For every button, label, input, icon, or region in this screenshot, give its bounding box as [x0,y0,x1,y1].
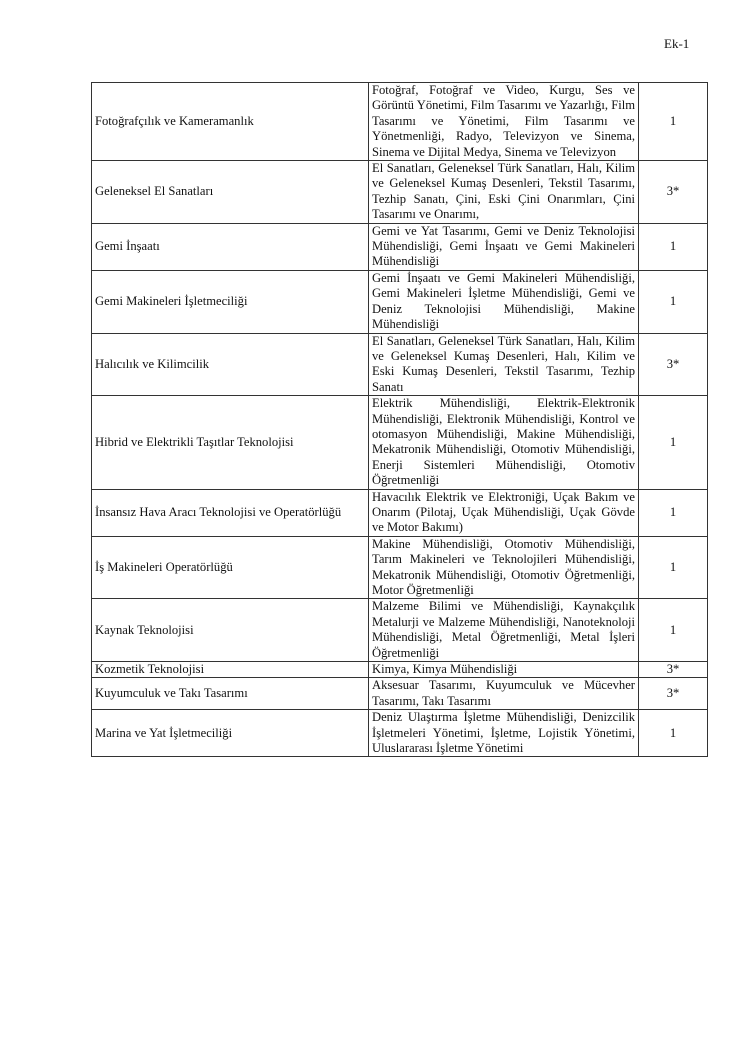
program-name: Gemi Makineleri İşletmeciliği [92,270,369,333]
count-value: 1 [639,536,708,599]
program-name: Halıcılık ve Kilimcilik [92,333,369,396]
program-name: Kuyumculuk ve Takı Tasarımı [92,678,369,710]
qualifying-fields: Malzeme Bilimi ve Mühendisliği, Kaynakçılık Metalurji ve Malzeme Mühendisliği, Nanoteknoloji Mühendisliği, Metal Öğretmenliği, Metal İşleri Öğretmenliği [369,599,639,662]
program-name: Fotoğrafçılık ve Kameramanlık [92,83,369,161]
count-value: 3* [639,678,708,710]
count-value: 1 [639,489,708,536]
table-row [92,678,708,710]
program-name: Marina ve Yat İşletmeciliği [92,710,369,757]
table-row [92,710,708,757]
count-value: 3* [639,662,708,678]
program-name: Kozmetik Teknolojisi [92,662,369,678]
count-value: 1 [639,599,708,662]
qualifying-fields: El Sanatları, Geleneksel Türk Sanatları, Halı, Kilim ve Geleneksel Kumaş Desenleri, Tekstil Tasarımı, Tezhip Sanatı, Çini, Eski Çini Onarımları, Çini Tasarımı ve Onarımı, [369,161,639,224]
table-row [92,223,708,270]
count-value: 1 [639,710,708,757]
table-row [92,83,708,161]
table-row [92,536,708,599]
table-row [92,396,708,489]
program-name: Hibrid ve Elektrikli Taşıtlar Teknolojisi [92,396,369,489]
qualifying-fields: Elektrik Mühendisliği, Elektrik-Elektronik Mühendisliği, Elektronik Mühendisliği, Kontrol ve otomasyon Mühendisliği, Makine Mühendisliği, Mekatronik Mühendisliği, Otomotiv Mühendisliği, Enerji Sistemleri Mühendisliği, Otomotiv Öğretmenliği [369,396,639,489]
count-value: 1 [639,270,708,333]
program-name: Gemi İnşaatı [92,223,369,270]
programs-table [91,82,708,757]
qualifying-fields: Gemi İnşaatı ve Gemi Makineleri Mühendisliği, Gemi Makineleri İşletme Mühendisliği, Gemi ve Deniz Teknolojisi Mühendisliği, Makine Mühendisliği [369,270,639,333]
table-row [92,489,708,536]
qualifying-fields: Gemi ve Yat Tasarımı, Gemi ve Deniz Teknolojisi Mühendisliği, Gemi İnşaatı ve Gemi Makineleri Mühendisliği [369,223,639,270]
table-row [92,599,708,662]
program-name: İnsansız Hava Aracı Teknolojisi ve Operatörlüğü [92,489,369,536]
count-value: 3* [639,333,708,396]
qualifying-fields: Kimya, Kimya Mühendisliği [369,662,639,678]
qualifying-fields: Havacılık Elektrik ve Elektroniği, Uçak Bakım ve Onarım (Pilotaj, Uçak Mühendisliği, Uçak Gövde ve Motor Bakımı) [369,489,639,536]
qualifying-fields: Fotoğraf, Fotoğraf ve Video, Kurgu, Ses ve Görüntü Yönetimi, Film Tasarımı ve Yazarlığı, Film Tasarımı ve Yönetimi, Film Tasarımı ve Yönetmenliği, Radyo, Televizyon ve Sinema, Sinema ve Dijital Medya, Sinema ve Televizyon [369,83,639,161]
qualifying-fields: Deniz Ulaştırma İşletme Mühendisliği, Denizcilik İşletmeleri Yönetimi, İşletme, Lojistik Yönetimi, Uluslararası İşletme Yönetimi [369,710,639,757]
table-row [92,270,708,333]
page-label: Ek-1 [664,36,690,51]
qualifying-fields: Aksesuar Tasarımı, Kuyumculuk ve Mücevher Tasarımı, Takı Tasarımı [369,678,639,710]
count-value: 1 [639,223,708,270]
table-row [92,333,708,396]
count-value: 3* [639,161,708,224]
program-name: İş Makineleri Operatörlüğü [92,536,369,599]
count-value: 1 [639,396,708,489]
program-name: Kaynak Teknolojisi [92,599,369,662]
qualifying-fields: Makine Mühendisliği, Otomotiv Mühendisliği, Tarım Makineleri ve Teknolojileri Mühendisliği, Mekatronik Mühendisliği, Otomotiv Öğretmenliği, Motor Öğretmenliği [369,536,639,599]
program-name: Geleneksel El Sanatları [92,161,369,224]
table-row [92,662,708,678]
table-row [92,161,708,224]
qualifying-fields: El Sanatları, Geleneksel Türk Sanatları, Halı, Kilim ve Geleneksel Kumaş Desenleri, Halı, Kilim ve Eski Kumaş Desenleri, Tekstil Tasarımı, Tezhip Sanatı [369,333,639,396]
count-value: 1 [639,83,708,161]
